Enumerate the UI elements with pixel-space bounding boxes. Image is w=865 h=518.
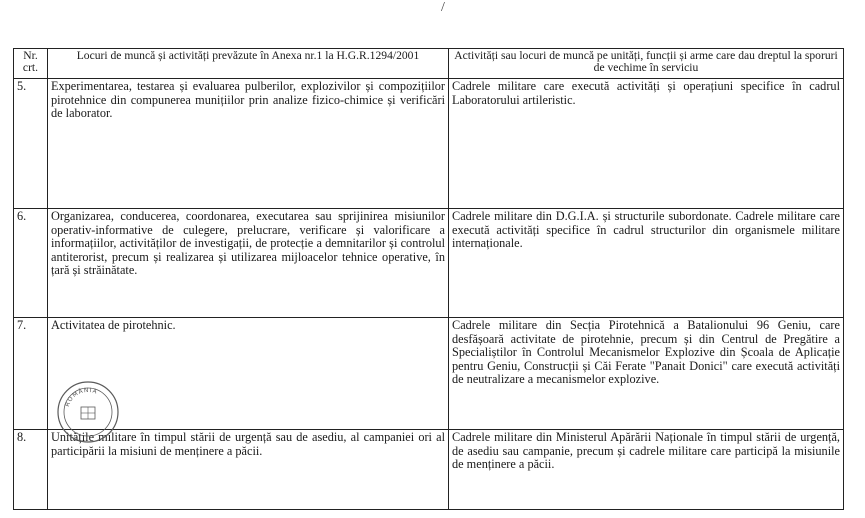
- table-row: [14, 79, 844, 209]
- row-activitati: Cadrele militare din D.G.I.A. și structurile subordonate. Cadrele militare care execută activități specifice în cadrul structurilor din organismele militare internaționale.: [449, 209, 844, 318]
- row-number: 5.: [14, 79, 48, 209]
- header-activitati: Activități sau locuri de muncă pe unități, funcții și arme care dau dreptul la sporuri de vechime în serviciu: [449, 49, 844, 79]
- table-row: [14, 318, 844, 430]
- row-activitati: Cadrele militare din Ministerul Apărării Naționale în timpul stării de urgență, de asediu sau campanie, precum și cadrele militare care participă la misiunile de menținere a păcii.: [449, 430, 844, 510]
- row-locuri: Unitățile militare în timpul stării de urgență sau de asediu, al campaniei ori al participării la misiuni de menținere a păcii.: [48, 430, 449, 510]
- row-activitati: Cadrele militare care execută activități și operațiuni specifice în cadrul Laboratorului artileristic.: [449, 79, 844, 209]
- row-locuri: Organizarea, conducerea, coordonarea, executarea sau sprijinirea misiunilor operativ-informative de culegere, prelucrare, verificare și valorificare a informațiilor, activităților de investigații, de protecție a demnitarilor și controlul antiterorist, precum și realizarea și utilizarea mijloacelor tehnice operative, în țară și străinătate.: [48, 209, 449, 318]
- row-number: 8.: [14, 430, 48, 510]
- row-locuri: Experimentarea, testarea și evaluarea pulberilor, explozivilor și compozițiilor pirotehnice din compunerea munițiilor prin analize fizico-chimice și verificări de laborator.: [48, 79, 449, 209]
- row-locuri: Activitatea de pirotehnic.: [48, 318, 449, 430]
- stamp-text: ROMÂNIA: [63, 386, 99, 408]
- row-activitati: Cadrele militare din Secția Pirotehnică a Batalionului 96 Geniu, care desfășoară activitate de pirotehnie, precum și din Centrul de Pregătire a Specialiștilor în Controlul Mecanismelor Explozive din Școala de Aplicație pentru Geniu, Construcții și Căi Ferate "Panait Donici" care execută activități de neutralizare a mecanismelor explozive.: [449, 318, 844, 430]
- header-locuri: Locuri de muncă și activități prevăzute în Anexa nr.1 la H.G.R.1294/2001: [48, 49, 449, 79]
- table-row: [14, 430, 844, 510]
- table-header-row: [14, 49, 844, 79]
- header-nr: Nr. crt.: [14, 49, 48, 79]
- row-number: 6.: [14, 209, 48, 318]
- table-row: [14, 209, 844, 318]
- row-number: 7.: [14, 318, 48, 430]
- page-mark: /: [441, 0, 445, 15]
- document-table: [13, 48, 844, 510]
